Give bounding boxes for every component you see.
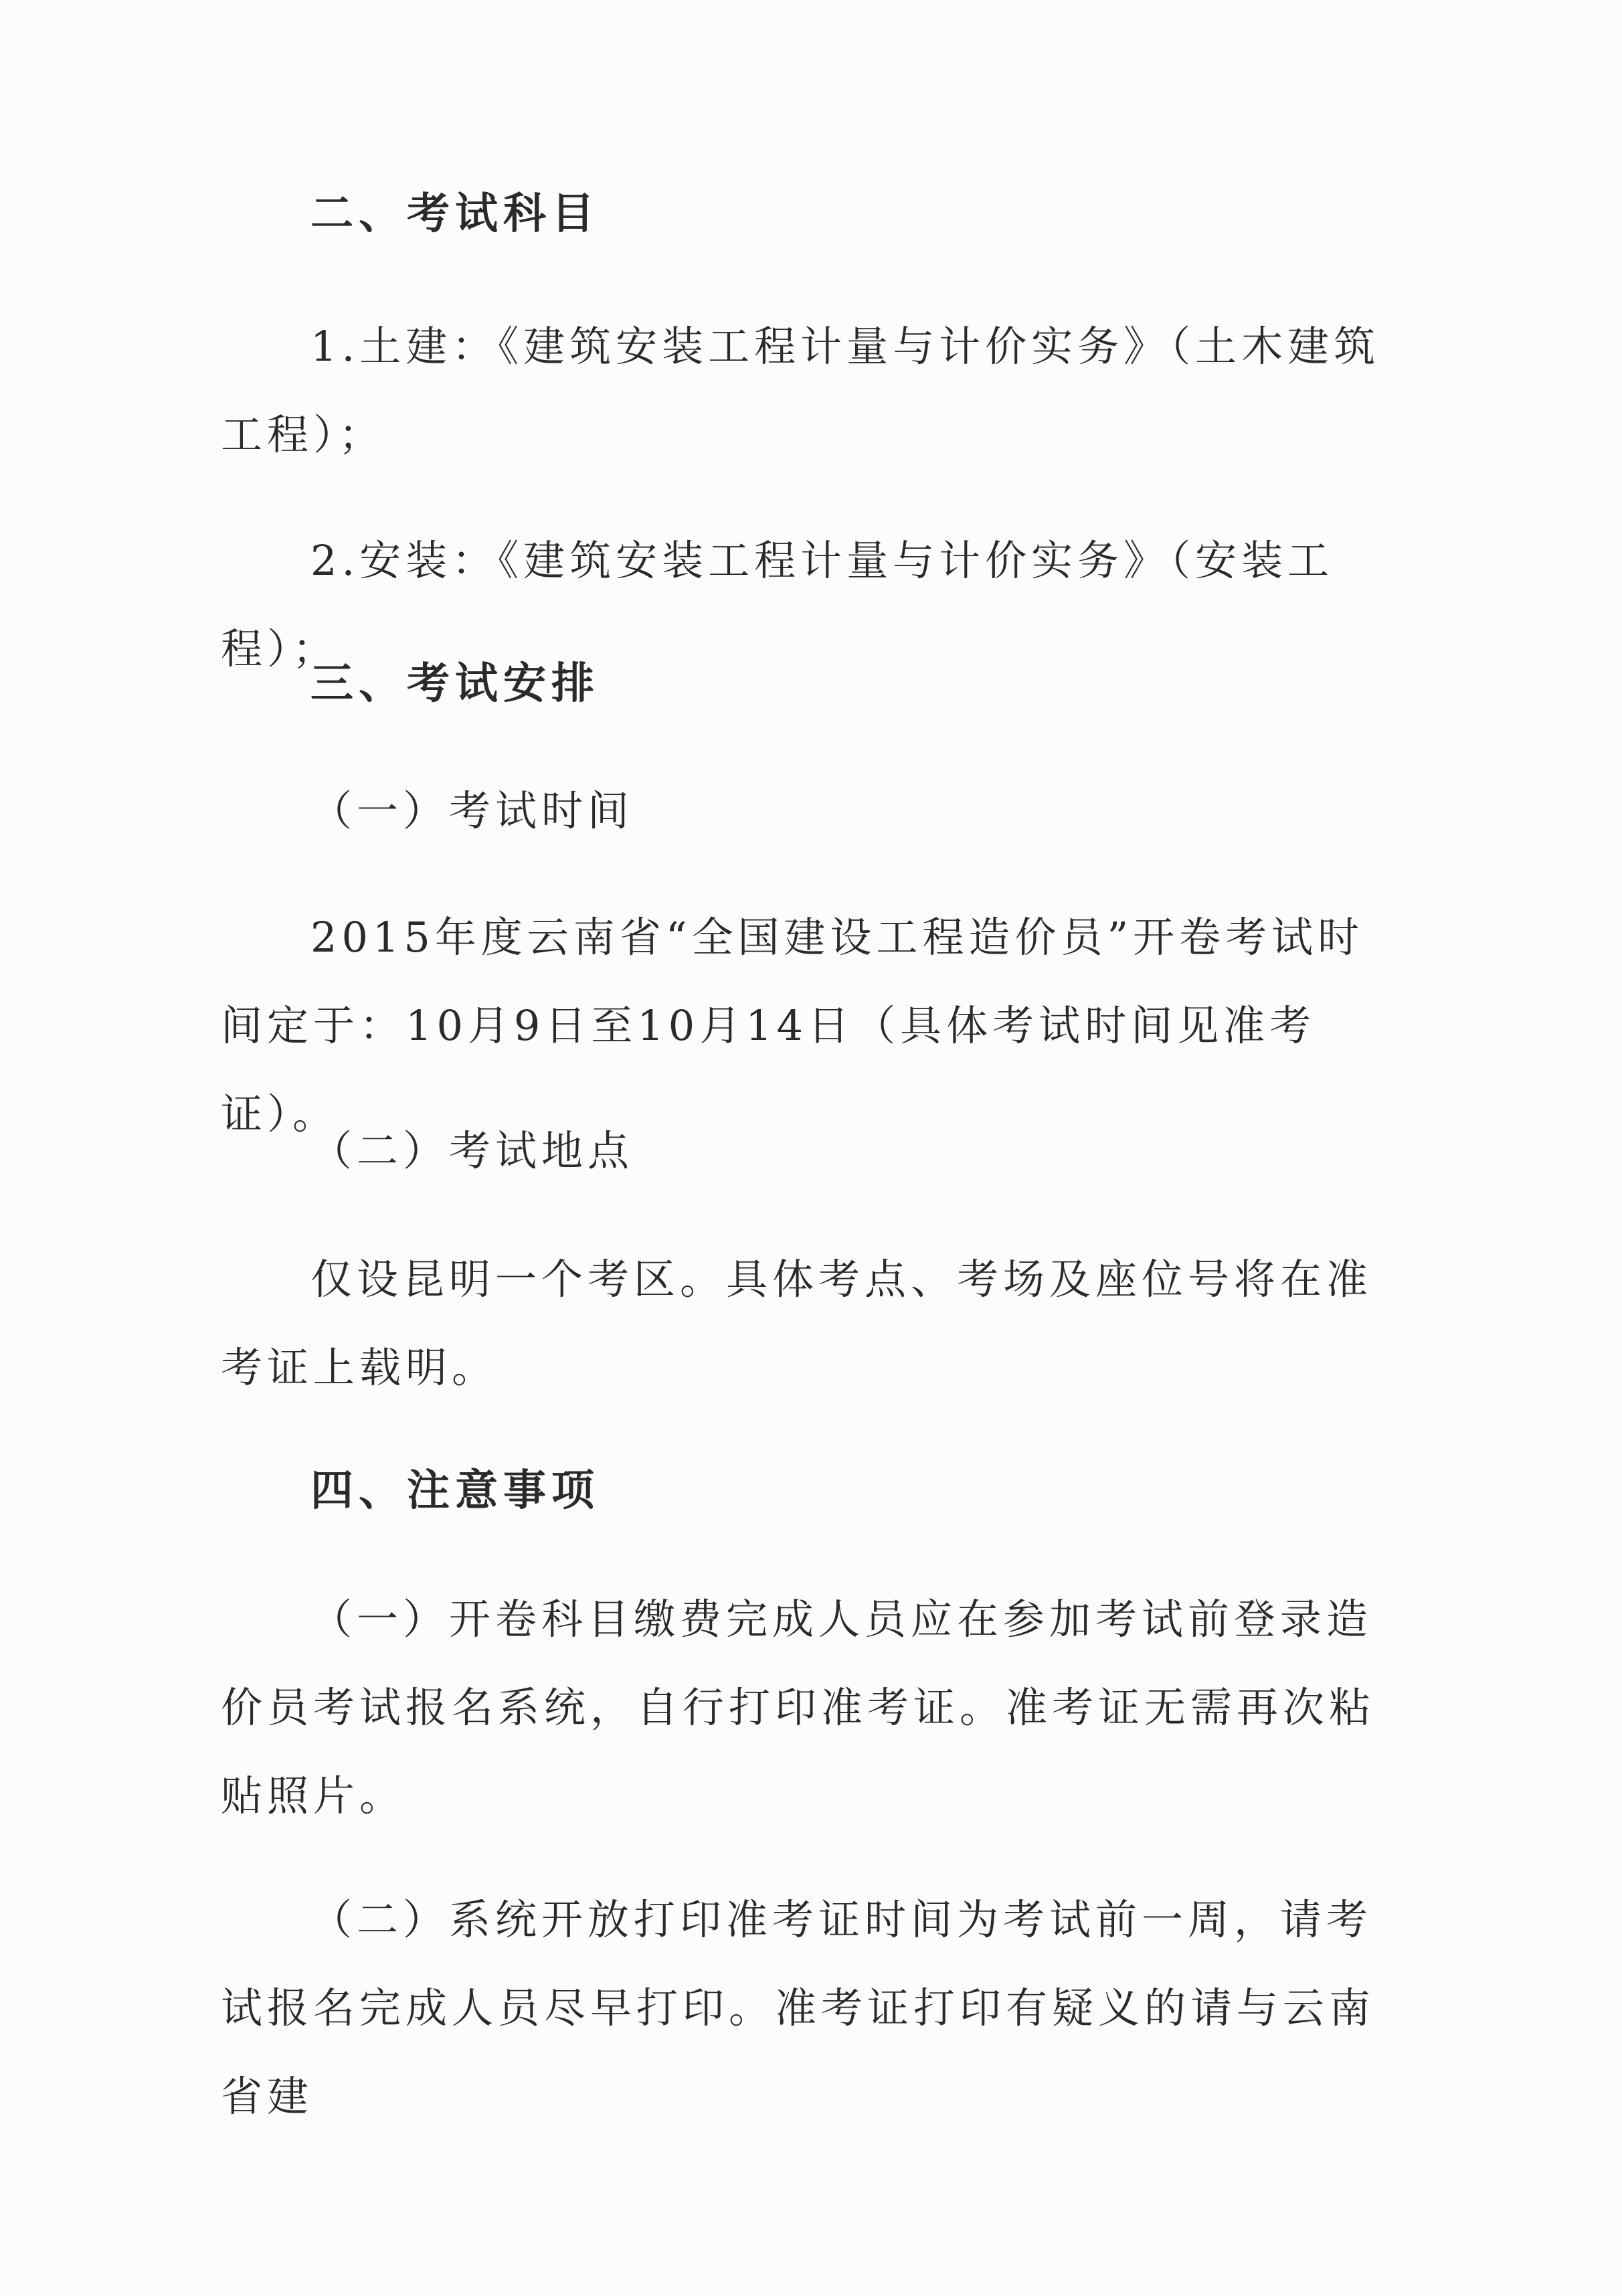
subheading-exam-time: （一）考试时间 [310, 786, 634, 835]
subheading-exam-location: （二）考试地点 [310, 1126, 634, 1175]
section-heading-exam-subjects: 二、考试科目 [310, 189, 600, 239]
section-heading-exam-arrangement: 三、考试安排 [310, 658, 600, 709]
subject-item-installation: 2.安装：《建筑安装工程计量与计价实务》（安装工程）； [221, 536, 1334, 673]
section-heading-notes: 四、注意事项 [310, 1466, 600, 1516]
subject-item-civil: 1.土建：《建筑安装工程计量与计价实务》（土木建筑工程）； [221, 322, 1380, 459]
exam-time-text: 2015年度云南省“全国建设工程造价员”开卷考试时间定于：10月9日至10月14日（具体考试时间见准考证）。 [221, 913, 1364, 1138]
exam-location-text: 仅设昆明一个考区。具体考点、考场及座位号将在准考证上载明。 [221, 1255, 1373, 1392]
note-item-print-window: （二）系统开放打印准考证时间为考试前一周，请考试报名完成人员尽早打印。准考证打印有疑义的请与云南省建 [221, 1895, 1376, 2121]
note-item-print-admission: （一）开卷科目缴费完成人员应在参加考试前登录造价员考试报名系统，自行打印准考证。准考证无需再次粘贴照片。 [221, 1595, 1376, 1820]
